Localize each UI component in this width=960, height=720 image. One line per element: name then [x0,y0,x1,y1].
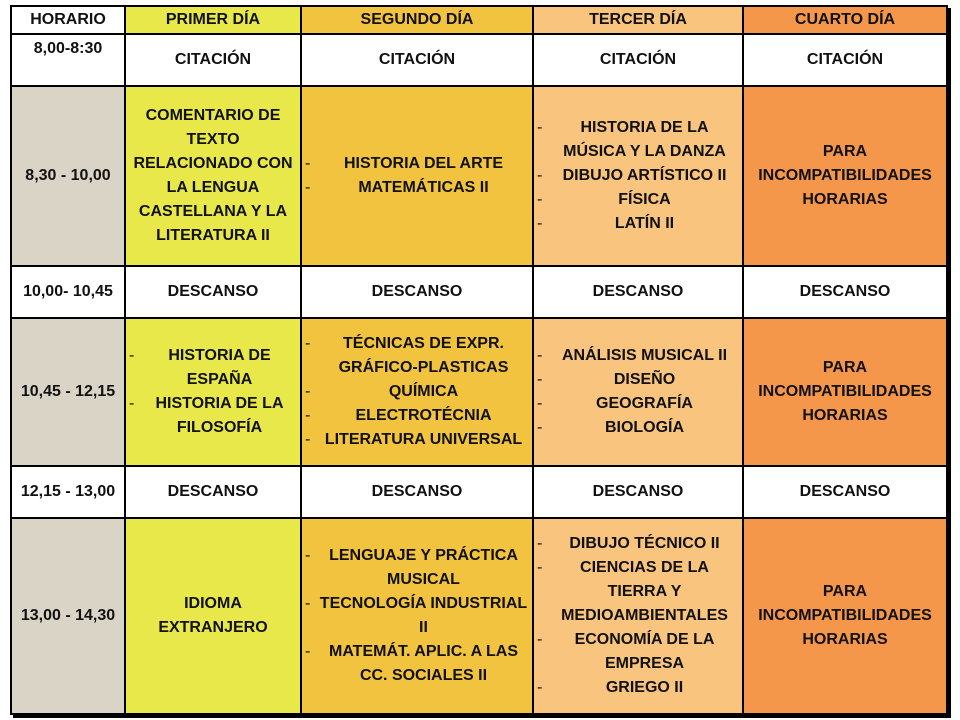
break-1-time: 10,00- 10,45 [11,266,125,318]
block-3-day-3 [533,518,743,714]
break-1-day-1: DESCANSO [125,266,301,318]
subject-item: - ELECTROTÉCNIA [304,404,530,428]
citation-day-2: CITACIÓN [301,34,533,86]
break-2-day-4: DESCANSO [743,466,947,518]
break-2-day-1: DESCANSO [125,466,301,518]
citation-row [11,34,947,86]
break-2-day-3: DESCANSO [533,466,743,518]
block-1-time: 8,30 - 10,00 [11,86,125,266]
break-2-time: 12,15 - 13,00 [11,466,125,518]
exam-block-3 [11,518,947,714]
block-3-day-2 [301,518,533,714]
citation-day-3: CITACIÓN [533,34,743,86]
exam-schedule-table [10,5,948,715]
header-day-3: TERCER DÍA [533,6,743,34]
break-2-day-2: DESCANSO [301,466,533,518]
subject-item: - TECNOLOGÍA INDUSTRIAL II [304,592,530,640]
block-2-day-4: PARA INCOMPATIBILIDADES HORARIAS [743,318,947,466]
subject-item: - LITERATURA UNIVERSAL [304,428,530,452]
subject-item: - FÍSICA [536,188,740,212]
subject-item: - CIENCIAS DE LA TIERRA Y MEDIOAMBIENTALES [536,556,740,628]
block-3-day-1: IDIOMA EXTRANJERO [125,518,301,714]
subject-item: - ECONOMÍA DE LA EMPRESA [536,628,740,676]
block-3-time: 13,00 - 14,30 [11,518,125,714]
break-row-1 [11,266,947,318]
block-1-day-1: COMENTARIO DE TEXTO RELACIONADO CON LA LENGUA CASTELLANA Y LA LITERATURA II [125,86,301,266]
exam-block-2 [11,318,947,466]
header-day-1: PRIMER DÍA [125,6,301,34]
citation-day-1: CITACIÓN [125,34,301,86]
subject-item: - DIBUJO ARTÍSTICO II [536,164,740,188]
subject-item: - GEOGRAFÍA [536,392,740,416]
block-1-day-2 [301,86,533,266]
break-1-day-3: DESCANSO [533,266,743,318]
block-2-day-3 [533,318,743,466]
subject-item: - GRIEGO II [536,676,740,700]
subject-item: - HISTORIA DE LA MÚSICA Y LA DANZA [536,116,740,164]
subject-item: - DISEÑO [536,368,740,392]
break-1-day-4: DESCANSO [743,266,947,318]
subject-item: - LENGUAJE Y PRÁCTICA MUSICAL [304,544,530,592]
block-1-day-4: PARA INCOMPATIBILIDADES HORARIAS [743,86,947,266]
subject-item: - BIOLOGÍA [536,416,740,440]
exam-block-1 [11,86,947,266]
subject-item: - TÉCNICAS DE EXPR. GRÁFICO-PLASTICAS [304,332,530,380]
block-2-day-1 [125,318,301,466]
block-3-day-4: PARA INCOMPATIBILIDADES HORARIAS [743,518,947,714]
header-time: HORARIO [11,6,125,34]
break-row-2 [11,466,947,518]
header-day-2: SEGUNDO DÍA [301,6,533,34]
header-row [11,6,947,34]
subject-item: - HISTORIA DE LA FILOSOFÍA [128,392,298,440]
subject-item: - LATÍN II [536,212,740,236]
subject-item: - MATEMÁTICAS II [304,176,530,200]
block-1-day-3 [533,86,743,266]
block-2-time: 10,45 - 12,15 [11,318,125,466]
subject-item: - ANÁLISIS MUSICAL II [536,344,740,368]
citation-time: 8,00-8:30 [11,34,125,86]
subject-item: - MATEMÁT. APLIC. A LAS CC. SOCIALES II [304,640,530,688]
subject-item: - DIBUJO TÉCNICO II [536,532,740,556]
break-1-day-2: DESCANSO [301,266,533,318]
header-day-4: CUARTO DÍA [743,6,947,34]
citation-day-4: CITACIÓN [743,34,947,86]
subject-item: - HISTORIA DE ESPAÑA [128,344,298,392]
subject-item: - HISTORIA DEL ARTE [304,152,530,176]
subject-item: - QUÍMICA [304,380,530,404]
block-2-day-2 [301,318,533,466]
